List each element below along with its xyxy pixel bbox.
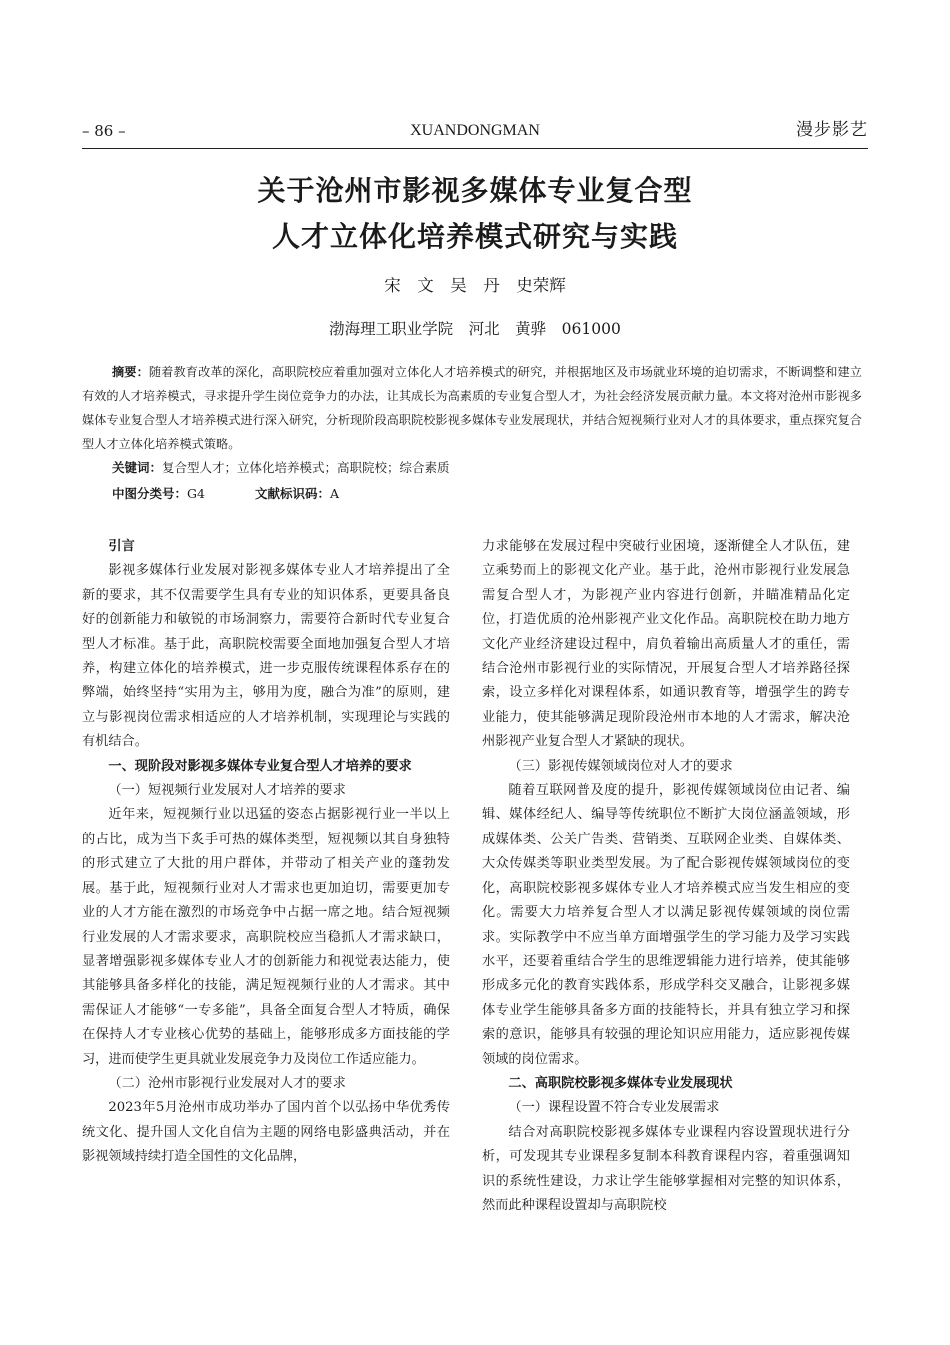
page-number: – 86 –: [82, 122, 126, 140]
article-title: [82, 168, 868, 260]
left-column: [82, 535, 450, 1170]
section-1-2-heading: （二）沧州市影视行业发展对人才的要求: [108, 1075, 346, 1091]
authors: 宋 文 吴 丹 史荣辉: [384, 276, 566, 295]
journal-name: XUANDONGMAN: [410, 122, 540, 139]
section-1-3-heading: （三）影视传媒领域岗位对人才的要求: [508, 758, 733, 774]
section-1-1-paragraph: 近年来，短视频行业以迅猛的姿态占据影视行业一半以上的占比，成为当下炙手可热的媒体类型，短视频以其自身独特的形式建立了大批的用户群体，并带动了相关产业的蓬勃发展。基于此，短视频行业对人才需求也更加迫切，需要更加专业的人才方能在激烈的市场竞争中占据一席之地。结合短视频行业发展的人才需求要求，高职院校应当稳抓人才需求缺口，显著增强影视多媒体专业人才的创新能力和视觉表达能力，使其能够具备多样化的技能，满足短视频行业的人才需求。其中需保证人才能够“一专多能”，具备全面复合型人才特质，确保在保持人才专业核心优势的基础上，能够形成多方面技能的学习，进而使学生更具就业发展竞争力及岗位工作适应能力。: [82, 807, 450, 1067]
affiliation: 渤海理工职业学院 河北 黄骅 061000: [329, 320, 621, 338]
clc-label: 中图分类号：: [112, 486, 188, 501]
intro-paragraph: 影视多媒体行业发展对影视多媒体专业人才培养提出了全新的要求，其不仅需要学生具有专业的知识体系，更要具备良好的创新能力和敏锐的市场洞察力，需要符合新时代专业复合型人才标准。基于此，高职院校需要全面地加强复合型人才培养，构建立体化的培养模式，进一步克服传统课程体系存在的弊端，始终坚持“实用为主，够用为度，融合为准”的原则，建立与影视岗位需求相适应的人才培养机制，实现理论与实践的有机结合。: [82, 563, 450, 750]
doc-code-value: A: [329, 486, 340, 501]
section-2-1-heading: （一）课程设置不符合专业发展需求: [508, 1100, 720, 1116]
section-2-heading: 二、高职院校影视多媒体专业发展现状: [508, 1075, 733, 1091]
section-1-2-paragraph: 2023年5月沧州市成功举办了国内首个以弘扬中华优秀传统文化、提升国人文化自信为主题的网络电影盛典活动，并在影视领域持续打造全国性的文化品牌，: [82, 1100, 450, 1165]
keywords-label: 关键词：: [112, 460, 163, 475]
classification: [112, 484, 339, 502]
running-header: [82, 118, 868, 149]
section-1-1-heading: （一）短视频行业发展对人才培养的要求: [108, 783, 346, 799]
abstract-label: 摘要：: [112, 365, 149, 379]
section-2-1-paragraph: 结合对高职院校影视多媒体专业课程内容设置现状进行分析，可发现其专业课程多复制本科教育课程内容，着重强调知识的系统性建设，力求让学生能够掌握相对完整的知识体系，然而此种课程设置却与高职院校: [482, 1124, 850, 1213]
intro-heading: 引言: [108, 539, 135, 554]
section-1-heading: 一、现阶段对影视多媒体专业复合型人才培养的要求: [108, 758, 412, 774]
doc-code-label: 文献标识码：: [254, 486, 330, 501]
title-line-2: 人才立体化培养模式研究与实践: [271, 220, 678, 253]
clc-value: G4: [187, 486, 205, 501]
abstract: [82, 360, 862, 456]
section-1-3-paragraph: 随着互联网普及度的提升，影视传媒领域岗位由记者、编辑、媒体经纪人、编导等传统职位不断扩大岗位涵盖领域，形成媒体类、公关广告类、营销类、互联网企业类、自媒体类、大众传媒类等职业类型发展。为了配合影视传媒领域岗位的变化，高职院校影视多媒体专业人才培养模式应当发生相应的变化。需要大力培养复合型人才以满足影视传媒领域的岗位需求。实际教学中不应当单方面增强学生的学习能力及学习实践水平，还要着重结合学生的思维逻辑能力进行培养，使其能够形成多元化的教育实践体系，形成学科交叉融合，让影视多媒体专业学生能够具备多方面的技能特长，并具有独立学习和探索的意识，能够具有较强的理论知识应用能力，适应影视传媒领域的岗位需求。: [482, 783, 850, 1067]
section-1-2-continued: 力求能够在发展过程中突破行业困境，逐渐健全人才队伍，建立乘势而上的影视文化产业。基于此，沧州市影视行业发展急需复合型人才，为影视产业内容进行创新，并瞄准精品化定位，打造优质的沧州影视产业文化作品。高职院校在助力地方文化产业经济建设过程中，肩负着输出高质量人才的重任，需结合沧州市影视行业的实际情况，开展复合型人才培养路径探索，设立多样化对课程体系，如通识教育等，增强学生的跨专业能力，使其能够满足现阶段沧州市本地的人才需求，解决沧州影视产业复合型人才紧缺的现状。: [482, 539, 850, 750]
keywords-text: 复合型人才；立体化培养模式；高职院校；综合素质: [162, 460, 450, 475]
title-line-1: 关于沧州市影视多媒体专业复合型: [257, 174, 693, 207]
keywords: [112, 458, 450, 476]
right-column: [482, 535, 850, 1218]
abstract-text: 随着教育改革的深化，高职院校应着重加强对立体化人才培养模式的研究，并根据地区及市场就业环境的迫切需求，不断调整和建立有效的人才培养模式，寻求提升学生岗位竞争力的办法，让其成长为高素质的专业复合型人才，为社会经济发展贡献力量。本文将对沧州市影视多媒体专业复合型人才培养模式进行深入研究，分析现阶段高职院校影视多媒体专业发展现状，并结合短视频行业对人才的具体要求，重点探究复合型人才立体化培养模式策略。: [82, 365, 862, 451]
section-name: 漫步影艺: [796, 120, 868, 140]
